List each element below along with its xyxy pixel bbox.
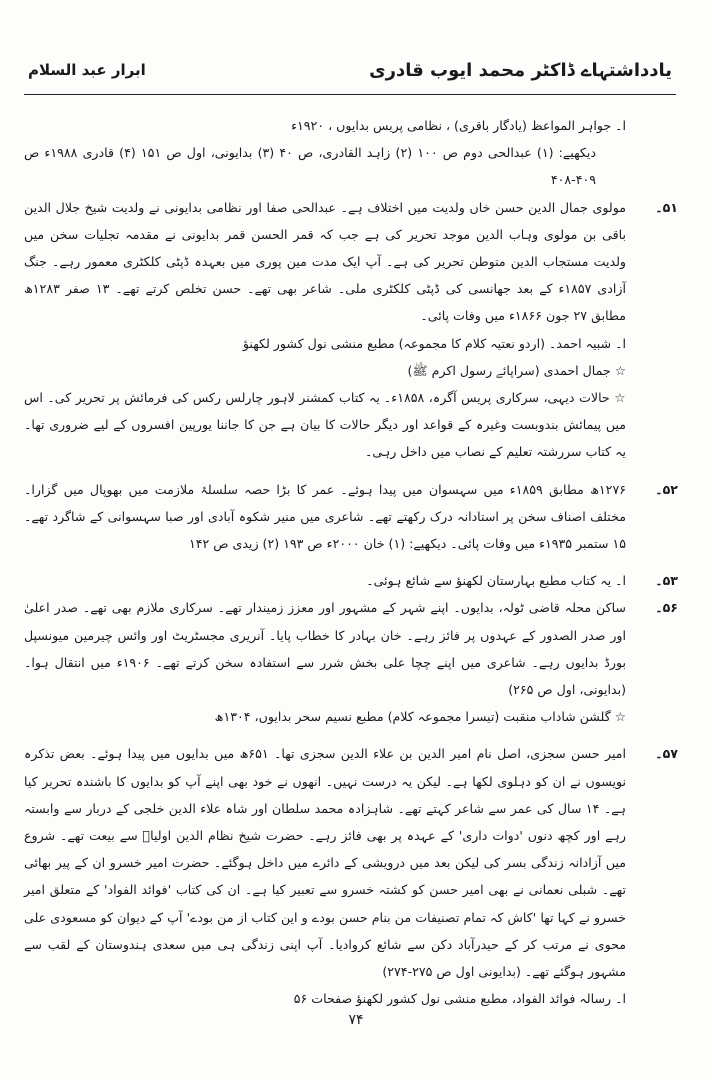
- entry-paragraph: امیر حسن سجزی، اصل نام امیر الدین بن علاء الدین سجزی تھا۔ ۶۵۱ھ میں بدایوں میں پیدا ہوئے۔ بعض تذکرہ نویسوں نے ان کو دہلوی لکھا ہے۔ لیکن یہ درست نہیں۔ انھوں نے خود بھی اپنے آپ کو بدایوں کا باشندہ تحریر کیا ہے۔ ۱۴ سال کی عمر سے شاعر کہتے تھے۔ شاہزادہ محمد سلطان اور شاہ علاء الدین خلجی کے دربار سے وابستہ رہے اور کچھ دنوں 'دوات داری' کے عہدہ پر بھی فائز رہے۔ حضرت شیخ نظام الدین اولیاؒ سے بیعت تھے۔ شروع میں آزادانہ زندگی بسر کی لیکن بعد میں درویشی کے دائرے میں داخل ہوگئے۔ حضرت امیر خسرو ان کے پیر بھائی تھے۔ شبلی نعمانی نے بھی امیر حسن کو کشتہ خسرو سے تعبیر کیا ہے۔ ان کی کتاب 'فوائد الفواد' کے متعلق امیر خسرو نے کہا تھا 'کاش کہ تمام تصنیفات من بنام حسن بودے و این کتاب از من بودے' آپ کے دیوان کو مسعودی علی محوی نے مرتب کر کے حیدرآباد دکن سے شائع کروادیا۔ آپ اپنی زندگی ہی میں سعدی ہندوستان کے لقب سے مشہور ہوگئے تھے۔ (بدایونی اول ص ۲۷۵-۲۷۴): [24, 746, 627, 980]
- entry-note: ا۔ شبیہ احمد۔ (اردو نعتیہ کلام کا مجموعہ) مطبع منشی نول کشور لکھنؤ: [242, 335, 626, 351]
- top-note-block: [24, 112, 682, 194]
- entry-paragraph: ا۔ یہ کتاب مطبع بہارستان لکھنؤ سے شائع ہوئی۔: [366, 573, 626, 589]
- entry-number: ۵۲۔: [655, 481, 678, 497]
- entry-note: ☆ جمال احمدی (سراپائے رسول اکرم ﷺ): [407, 362, 626, 378]
- entry-paragraph: ۱۲۷۶ھ مطابق ۱۸۵۹ء میں سہسوان میں پیدا ہوئے۔ عمر کا بڑا حصہ سلسلۂ ملازمت میں بھوپال میں گزارا۔ مختلف اصناف سخن پر استادانہ درک رکھتے تھے۔ شاعری میں منیر شکوہ آبادی اور صبا سہسوانی کے شاگرد تھے۔ ۱۵ ستمبر ۱۹۳۵ء میں وفات پائی۔ دیکھیے: (۱) خان ۲۰۰۰ء ص ۱۹۳ (۲) زیدی ص ۱۴۲: [24, 481, 626, 552]
- entry-51: [24, 194, 682, 466]
- entry-56: [24, 594, 682, 730]
- entry-57: [24, 740, 682, 1012]
- entry-53: [24, 567, 682, 594]
- header-rule: [24, 94, 676, 95]
- entry-52: [24, 476, 682, 558]
- entry-note: ☆ حالات دیہی، سرکاری پریس آگرہ، ۱۸۵۸ء۔ یہ کتاب کمشنر لاہور چارلس رکس کی فرمائش پر تحریر کی۔ اس میں پیمائش بندوبست وغیرہ کے قواعد اور دیگر حالات کا بیان ہے جن کا جاننا یورپین افسروں کے لیے ضروری تھا۔ یہ کتاب سررشتہ تعلیم کے نصاب میں داخل رہی۔: [24, 390, 626, 460]
- entry-number: ۵۷۔: [655, 746, 678, 762]
- entry-note: ☆ گلشن شاداب منقبت (تیسرا مجموعہ کلام) مطبع نسیم سحر بدایوں، ۱۳۰۴ھ: [214, 709, 626, 725]
- page-header: [28, 52, 672, 88]
- running-author: ابرار عبد السلام: [28, 61, 146, 79]
- footnote-line: ا۔ جواہر المواعظ (یادگار باقری) ، نظامی پریس بدایوں ، ۱۹۲۰ء: [291, 118, 626, 133]
- entry-number: ۵۱۔: [655, 199, 678, 215]
- page-content: [24, 112, 682, 1013]
- entry-paragraph: ساکن محلہ قاضی ٹولہ، بدایوں۔ اپنے شہر کے مشہور اور معزز زمیندار تھے۔ سرکاری ملازم بھی تھے۔ صدر اعلیٰ اور صدر الصدور کے عہدوں پر فائز رہے۔ خان بہادر کا خطاب پایا۔ آنریری مجسٹریٹ اور وائس چیرمین میونسپل بورڈ بدایوں رہے۔ شاعری میں اپنے چچا علی بخش شرر سے استفادہ سخن کرتے تھے۔ ۱۹۰۶ء میں انتقال ہوا۔ (بدایونی، اول ص ۲۶۵): [24, 600, 627, 698]
- footnote-line: دیکھیے: (۱) عبدالحی دوم ص ۱۰۰ (۲) زاہد القادری، ص ۴۰ (۳) بدایونی، اول ص ۱۵۱ (۴) قادری ۱۹۸۸ء ص ۴۰۹-۴۰۸: [24, 145, 596, 188]
- entry-number: ۵۶۔: [655, 600, 678, 616]
- page-number: ۷۴: [348, 1012, 364, 1028]
- entry-number: ۵۳۔: [655, 573, 678, 589]
- entry-paragraph: مولوی جمال الدین حسن خاں ولدیت میں اختلاف ہے۔ عبدالحی صفا اور نظامی بدایونی نے ولدیت شیخ جلال الدین باقی بن مولوی وہاب الدین موجد تحریر کی ہے جب کہ قمر الحسن قمر بدایونی نے مقدمہ تجلیات سخن میں ولدیت مستجاب الدین متوطن تحریر کی ہے۔ آپ ایک مدت مین پوری میں بعہدہ ڈپٹی کلکٹری معمور رہے۔ جنگ آزادی ۱۸۵۷ء کے بعد جھانسی کی ڈپٹی کلکٹری ملی۔ شاعر بھی تھے۔ حسن تخلص کرتے تھے۔ ۱۳ صفر ۱۲۸۳ھ مطابق ۲۷ جون ۱۸۶۶ء میں وفات پائی۔: [24, 199, 626, 324]
- entry-note: ا۔ رسالہ فوائد الفواد، مطبع منشی نول کشور لکھنؤ صفحات ۵۶: [293, 991, 626, 1007]
- running-title: یادداشتہاے ڈاکٹر محمد ایوب قادری: [369, 59, 672, 81]
